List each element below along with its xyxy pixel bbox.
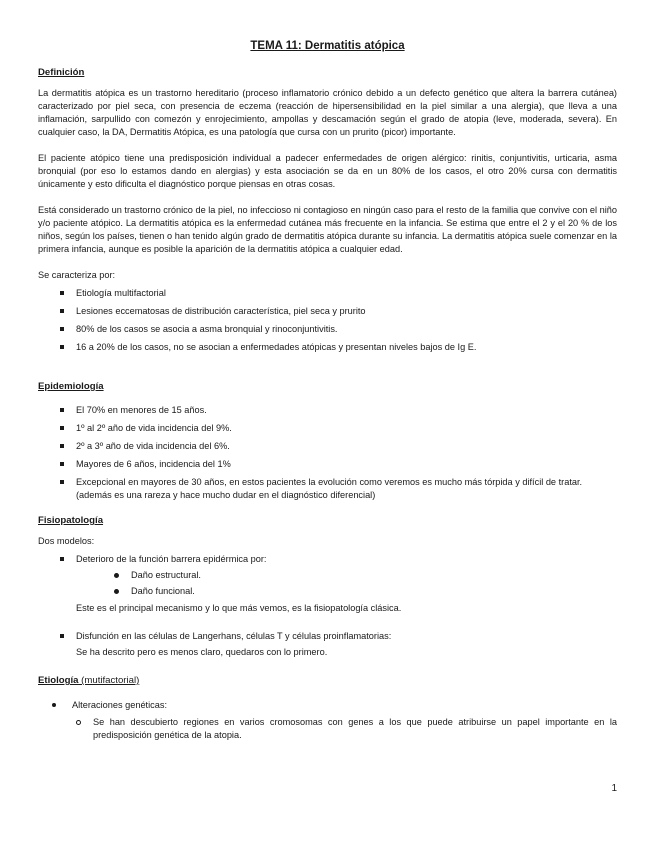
etiologia-item-label: Alteraciones genéticas: — [72, 700, 167, 710]
section-heading-definicion: Definición — [38, 67, 85, 78]
page-number: 1 — [611, 783, 617, 794]
paragraph-definicion-2: El paciente atópico tiene una predisposición individual a padecer enfermedades de origen alérgico: rinitis, conjuntivitis, urticaria, asma bronquial (por eso lo estamos dando en alergias) y esta asociación se da en un 80% de los casos, el otro 20% cursa con dermatitis únicamente y esto dificulta el diagnóstico porque piensas en otras cosas. — [38, 153, 617, 189]
section-heading-etiologia — [38, 674, 617, 687]
list-item: Lesiones eccematosas de distribución característica, piel seca y prurito — [60, 305, 617, 318]
list-item: 16 a 20% de los casos, no se asocian a enfermedades atópicas y presentan niveles bajos de Ig E. — [60, 341, 617, 354]
model-1-label: Deterioro de la función barrera epidérmica por: — [76, 554, 267, 564]
list-item: Mayores de 6 años, incidencia del 1% — [60, 458, 617, 471]
etiologia-heading-text: Etiología — [38, 675, 79, 686]
document-page — [38, 40, 617, 746]
paragraph-definicion-1: La dermatitis atópica es un trastorno hereditario (proceso inflamatorio crónico debido a un defecto genético que altera la barrera cutánea) caracterizado por piel seca, con presencia de eczema (reacción de hipersensibilidad en la piel similar a una alergia), que lleva a una inflamación, sarpullido con comezón y enrojecimiento, ampollas y descamación según el grado de atopia (leve, moderada, severa). En cualquier caso, la DA, Dermatitis Atópica, es una patología que cursa con un prurito (picor) importante. — [38, 88, 617, 137]
model-1-sublist — [76, 569, 617, 598]
model-2-note: Se ha descrito pero es menos claro, quedaros con lo primero. — [76, 647, 328, 657]
list-item: El 70% en menores de 15 años. — [60, 404, 617, 417]
paragraph-definicion-3: Está considerado un trastorno crónico de la piel, no infeccioso ni contagioso en ningún caso para el resto de la familia que convive con el niño y/o paciente atópico. La dermatitis atópica es la enfermedad cutánea más frecuente en la infancia. Se estima que entre el 2 y el 20 % de los niños, según los países, tienen o han tenido algún grado de dermatitis atópica durante su infancia. La dermatitis atópica suele comenzar en la primera infancia, aunque es posible la aparición de la dermatitis atópica a cualquier edad. — [38, 205, 617, 254]
list-item-model-2 — [60, 630, 617, 659]
sublist-item: Se han descubierto regiones en varios cromosomas con genes a los que puede atribuirse un papel importante en la predisposición genética de la atopia. — [76, 716, 617, 742]
etiologia-list — [38, 699, 617, 742]
model-2-label: Disfunción en las células de Langerhans, células T y células proinflamatorias: — [76, 631, 392, 641]
list-item: 2º a 3º año de vida incidencia del 6%. — [60, 440, 617, 453]
model-1-note: Este es el principal mecanismo y lo que más vemos, es la fisiopatología clásica. — [76, 603, 402, 613]
list-item: Excepcional en mayores de 30 años, en estos pacientes la evolución como veremos es mucho más tórpida y difícil de tratar. (además es una rareza y hace mucho dudar en el diagnóstico diferencial) — [60, 476, 617, 502]
sublist-item: Daño estructural. — [114, 569, 617, 582]
modelos-list — [38, 553, 617, 659]
list-item — [52, 699, 617, 742]
list-item: Etiología multifactorial — [60, 287, 617, 300]
etiologia-heading-suffix: (mutifactorial) — [78, 675, 140, 686]
page-title: TEMA 11: Dermatitis atópica — [250, 40, 405, 52]
list-lead-caracteriza: Se caracteriza por: — [38, 270, 116, 280]
epidemiologia-list — [38, 404, 617, 502]
etiologia-sublist — [72, 716, 617, 742]
list-item: 1º al 2º año de vida incidencia del 9%. — [60, 422, 617, 435]
list-lead-modelos: Dos modelos: — [38, 536, 95, 546]
section-heading-epidemiologia: Epidemiología — [38, 381, 104, 392]
sublist-item: Daño funcional. — [114, 585, 617, 598]
caracteristicas-list — [38, 287, 617, 354]
list-item: 80% de los casos se asocia a asma bronquial y rinoconjuntivitis. — [60, 323, 617, 336]
section-heading-fisiopatologia: Fisiopatología — [38, 515, 104, 526]
list-item-model-1 — [60, 553, 617, 625]
